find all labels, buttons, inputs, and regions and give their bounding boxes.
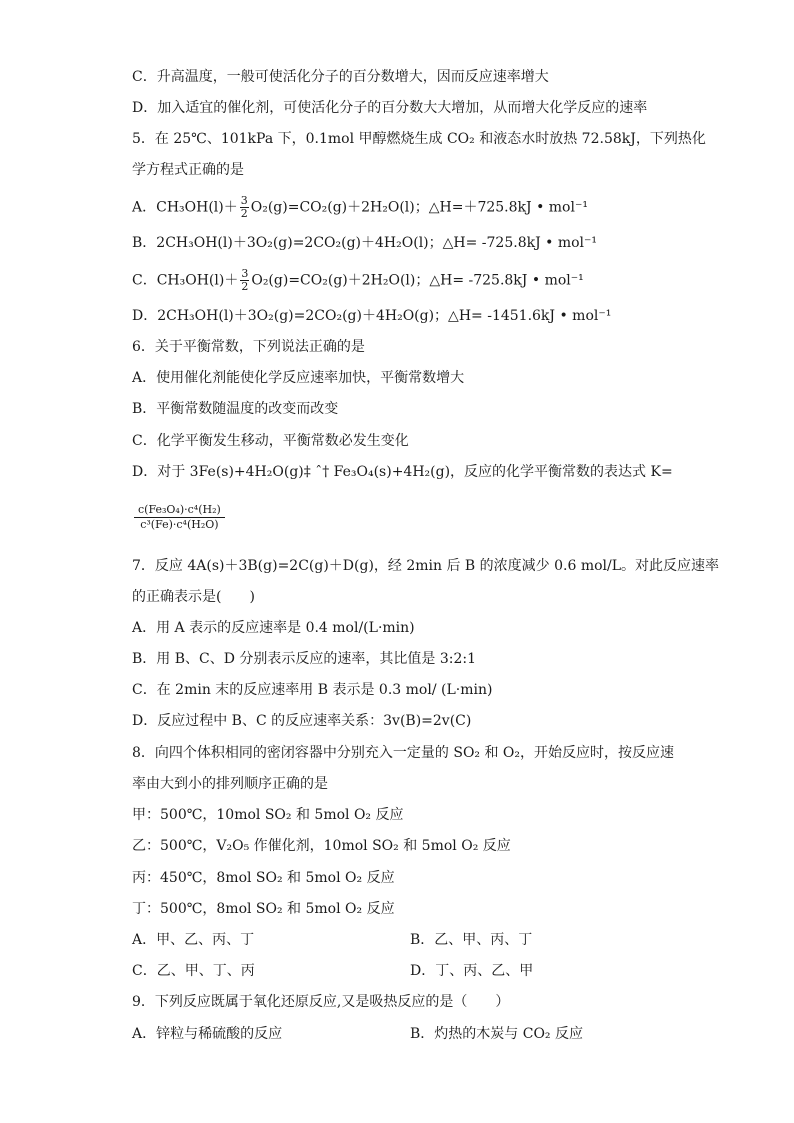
q8-option-c: C．乙、甲、丁、丙: [132, 963, 255, 979]
q5-option-d: D．2CH₃OH(l)＋3O₂(g)=2CO₂(g)＋4H₂O(g)；△H= -1451.6kJ • mol⁻¹: [132, 308, 612, 324]
q5a-suffix: O₂(g)=CO₂(g)＋2H₂O(l)；△H=＋725.8kJ • mol⁻¹: [250, 199, 588, 216]
q6-option-b: B．平衡常数随温度的改变而改变: [132, 401, 339, 417]
q8-condition-yi: 乙：500℃，V₂O₅ 作催化剂，10mol SO₂ 和 5mol O₂ 反应: [132, 838, 511, 854]
q4-option-d: D．加入适宜的催化剂，可使活化分子的百分数大大增加，从而增大化学反应的速率: [132, 100, 648, 116]
q4-option-c: C．升高温度，一般可使活化分子的百分数增大，因而反应速率增大: [132, 69, 549, 85]
q7-option-d: D．反应过程中 B、C 的反应速率关系：3v(B)=2v(C): [132, 713, 472, 729]
fraction-three-halves: $\frac{3}{2}$: [241, 267, 249, 293]
q5-stem-line1: 5．在 25℃、101kPa 下，0.1mol 甲醇燃烧生成 CO₂ 和液态水时放热 72.58kJ，下列热化: [132, 131, 706, 147]
q7-option-c: C．在 2min 末的反应速率用 B 表示是 0.3 mol/ (L·min): [132, 682, 493, 698]
q8-option-b: B．乙、甲、丙、丁: [410, 932, 533, 948]
k-numerator: c(Fe₃O₄)·c⁴(H₂): [134, 503, 225, 518]
q7-stem-line2: 的正确表示是( ): [132, 589, 255, 605]
q7-stem-line1: 7．反应 4A(s)＋3B(g)=2C(g)＋D(g)，经 2min 后 B 的浓度减少 0.6 mol/L。对此反应速率: [132, 558, 720, 574]
k-denominator: c³(Fe)·c⁴(H₂O): [140, 518, 219, 531]
fraction-three-halves: $\frac{3}{2}$: [240, 194, 248, 220]
q6-stem: 6．关于平衡常数，下列说法正确的是: [132, 339, 365, 355]
q9-option-a: A．锌粒与稀硫酸的反应: [132, 1026, 283, 1042]
q8-option-a: A．甲、乙、丙、丁: [132, 932, 255, 948]
q6-option-a: A．使用催化剂能使化学反应速率加快，平衡常数增大: [132, 370, 465, 386]
q8-condition-jia: 甲：500℃，10mol SO₂ 和 5mol O₂ 反应: [132, 807, 404, 823]
q5-stem-line2: 学方程式正确的是: [132, 162, 244, 178]
q5c-prefix: C．CH₃OH(l)＋: [132, 272, 239, 289]
q8-stem-line1: 8．向四个体积相同的密闭容器中分别充入一定量的 SO₂ 和 O₂，开始反应时，按反应速: [132, 745, 675, 761]
q6-option-c: C．化学平衡发生移动，平衡常数必发生变化: [132, 433, 409, 449]
q5-option-b: B．2CH₃OH(l)＋3O₂(g)=2CO₂(g)＋4H₂O(l)；△H= -725.8kJ • mol⁻¹: [132, 235, 598, 251]
q5-option-a: [132, 195, 588, 220]
q8-condition-ding: 丁：500℃，8mol SO₂ 和 5mol O₂ 反应: [132, 901, 395, 917]
q8-option-d: D．丁、丙、乙、甲: [410, 963, 534, 979]
q5a-prefix: A．CH₃OH(l)＋: [132, 199, 238, 216]
q9-stem: 9．下列反应既属于氧化还原反应,又是吸热反应的是（ ）: [132, 994, 510, 1010]
q7-option-b: B．用 B、C、D 分别表示反应的速率，其比值是 3:2:1: [132, 651, 477, 667]
q5c-suffix: O₂(g)=CO₂(g)＋2H₂O(l)；△H= -725.8kJ • mol⁻¹: [251, 272, 584, 289]
q7-option-a: A．用 A 表示的反应速率是 0.4 mol/(L·min): [132, 620, 415, 636]
q9-option-b: B．灼热的木炭与 CO₂ 反应: [410, 1026, 583, 1042]
q8-stem-line2: 率由大到小的排列顺序正确的是: [132, 776, 328, 792]
equilibrium-constant-fraction: [134, 503, 225, 532]
q5-option-c: [132, 268, 584, 293]
q6-option-d: D．对于 3Fe(s)+4H₂O(g)‡ ˆ† Fe₃O₄(s)+4H₂(g)，反应的化学平衡常数的表达式 K=: [132, 464, 673, 480]
q8-condition-bing: 丙：450℃，8mol SO₂ 和 5mol O₂ 反应: [132, 870, 395, 886]
